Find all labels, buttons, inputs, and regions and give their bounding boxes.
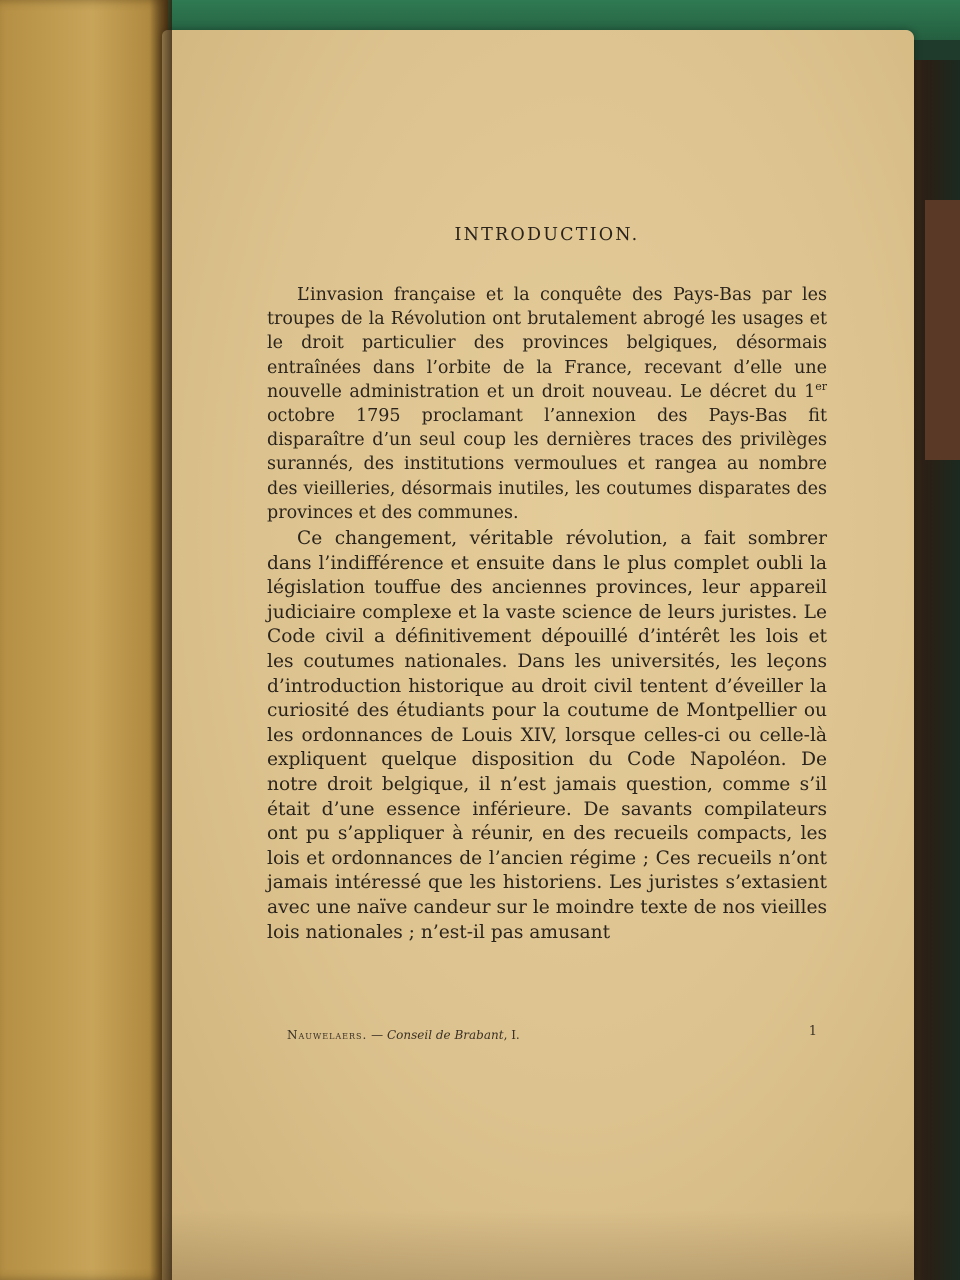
chapter-heading: INTRODUCTION. xyxy=(454,225,640,245)
footer-work-title: Conseil de Brabant xyxy=(386,1028,504,1042)
page-body xyxy=(267,225,827,947)
page-footer xyxy=(287,1024,827,1042)
book-gutter-shadow xyxy=(150,0,172,1280)
adjacent-book-spine xyxy=(925,200,960,460)
paragraph-1 xyxy=(267,283,827,525)
footer-volume: , I. xyxy=(503,1028,520,1042)
paragraph-1-text-b: octobre 1795 proclamant l’annexion des Pays-Bas fit disparaître d’un seul coup les dernières traces des privilèges surannés, des institutions vermoulues et rangea au nombre des vieilleries, désormais inutiles, les coutumes disparates des provinces et des communes. xyxy=(267,406,827,523)
page-bottom-shade xyxy=(162,1210,914,1280)
paragraph-2: Ce changement, véritable révolution, a fait sombrer dans l’indifférence et ensuite dans le plus complet oubli la législation touffue des anciennes provinces, leur appareil judiciaire complexe et la vaste science de leurs juristes. Le Code civil a définitivement dépouillé d’intérêt les lois et les coutumes nationales. Dans les universités, les leçons d’introduction historique au droit civil tentent d’éveiller la curiosité des étudiants pour la coutume de Montpellier ou les ordonnances de Louis XIV, lorsque celles-ci ou celle-là expliquent quelque disposition du Code Napoléon. De notre droit belgique, il n’est jamais question, comme s’il était d’une essence inférieure. De savants compilateurs ont pu s’appliquer à réunir, en des recueils compacts, les lois et ordonnances de l’ancien régime ; Ces recueils n’ont jamais intéressé que les historiens. Les juristes s’extasient avec une naïve candeur sur le moindre texte de nos vieilles lois nationales ; n’est-il pas amusant xyxy=(267,528,827,943)
footer-separator: — xyxy=(367,1028,387,1042)
ordinal-superscript: er xyxy=(815,379,827,393)
paragraph-1-text-a: L’invasion française et la conquête des Pays-Bas par les troupes de la Révolution ont brutalement abrogé les usages et le droit particulier des provinces belgiques, désormais entraînées dans l’orbite de la France, recevant d’elle une nouvelle administration et un droit nouveau. Le décret du 1 xyxy=(267,285,827,402)
left-page xyxy=(0,0,168,1280)
footer-author: Nauwelaers. xyxy=(287,1028,368,1042)
book-page xyxy=(162,30,914,1280)
page-number: 1 xyxy=(808,1024,817,1039)
